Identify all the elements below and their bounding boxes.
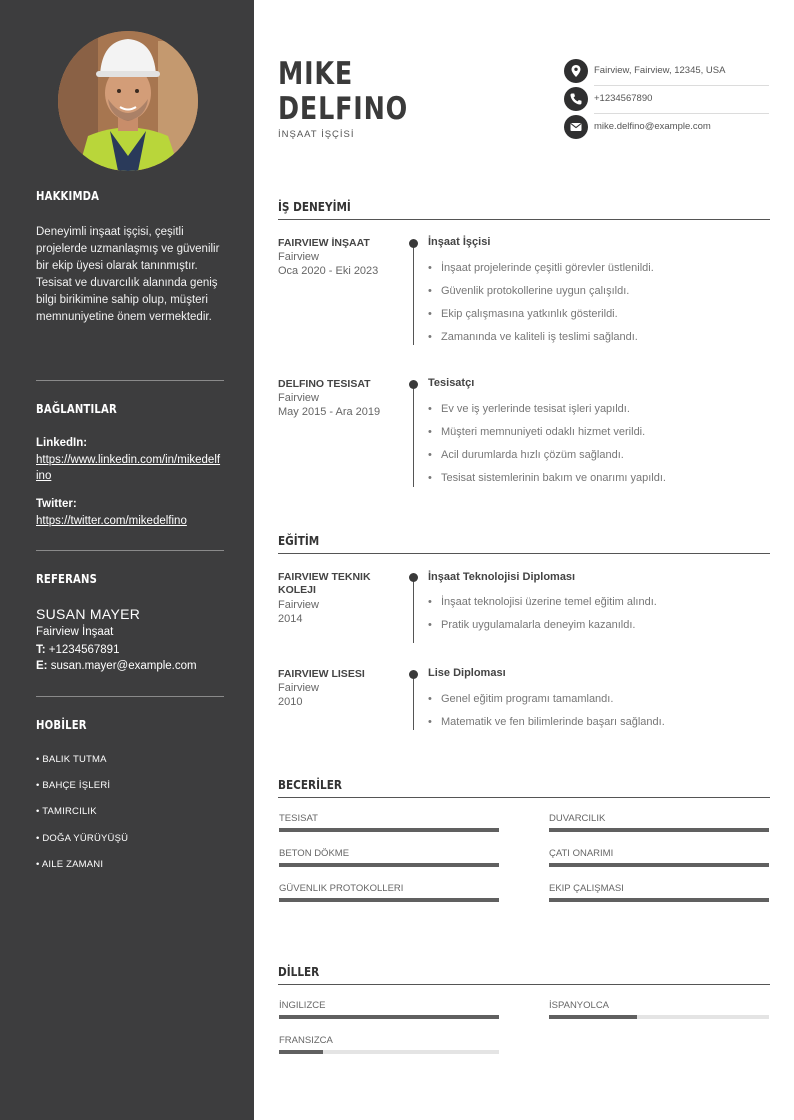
about-heading: HAKKIMDA bbox=[36, 189, 100, 203]
section-divider bbox=[278, 553, 770, 554]
experience-bullet: • İnşaat projelerinde çeşitli görevler üstlenildi. bbox=[428, 262, 654, 274]
divider bbox=[594, 113, 769, 114]
skill-bar bbox=[279, 828, 499, 832]
skill-label: DUVARCILIK bbox=[549, 813, 606, 824]
last-name: DELFINO bbox=[278, 91, 409, 127]
language-bar bbox=[279, 1050, 499, 1054]
reference-company: Fairview İnşaat bbox=[36, 626, 114, 638]
skill-bar bbox=[549, 863, 769, 867]
skill-bar-fill bbox=[549, 898, 769, 902]
job-title: İNŞAAT İŞÇİSİ bbox=[278, 129, 355, 140]
skill-bar bbox=[279, 898, 499, 902]
hobby-item: • AILE ZAMANI bbox=[36, 859, 104, 870]
hobby-item: • DOĞA YÜRÜYÜŞÜ bbox=[36, 833, 129, 844]
section-divider bbox=[278, 219, 770, 220]
reference-email: E: susan.mayer@example.com bbox=[36, 660, 197, 672]
skill-label: EKIP ÇALIŞMASI bbox=[549, 883, 624, 894]
education-heading: EĞİTİM bbox=[278, 533, 320, 548]
experience-location: Fairview bbox=[278, 392, 319, 404]
first-name: MIKE bbox=[278, 56, 354, 92]
languages-heading: DİLLER bbox=[278, 964, 320, 979]
skill-bar bbox=[549, 828, 769, 832]
language-bar-fill bbox=[549, 1015, 637, 1019]
experience-dates: May 2015 - Ara 2019 bbox=[278, 406, 381, 418]
experience-bullet: • Müşteri memnuniyeti odaklı hizmet verildi. bbox=[428, 426, 645, 438]
contact-address bbox=[564, 59, 769, 83]
education-degree: İnşaat Teknolojisi Diploması bbox=[428, 571, 576, 583]
skills-heading: BECERİLER bbox=[278, 777, 342, 792]
location-icon bbox=[564, 59, 588, 83]
experience-org: FAIRVIEW İNŞAAT bbox=[278, 237, 370, 249]
language-label: FRANSIZCA bbox=[279, 1035, 333, 1046]
about-text: Deneyimli inşaat işçisi, çeşitli projelerde uzmanlaşmış ve güvenilir bir ekip üyesi olarak tanınmıştır. Tesisat ve duvarcılık alanında geniş bilgi birikimine sahip olup, müşteri memnuniyetine önem vermektedir. bbox=[36, 226, 220, 323]
experience-location: Fairview bbox=[278, 251, 319, 263]
experience-bullet: • Zamanında ve kaliteli iş teslimi sağlandı. bbox=[428, 331, 638, 343]
section-divider bbox=[278, 984, 770, 985]
links-heading: BAĞLANTILAR bbox=[36, 402, 117, 416]
timeline-dot bbox=[409, 380, 418, 389]
skill-label: GÜVENLIK PROTOKOLLERI bbox=[279, 883, 404, 894]
experience-bullet: • Acil durumlarda hızlı çözüm sağlandı. bbox=[428, 449, 624, 461]
twitter-label: Twitter: bbox=[36, 498, 77, 510]
timeline-dot bbox=[409, 670, 418, 679]
language-bar bbox=[279, 1015, 499, 1019]
contact-phone bbox=[564, 87, 769, 111]
experience-bullet: • Ev ve iş yerlerinde tesisat işleri yapıldı. bbox=[428, 403, 630, 415]
education-bullet: • Matematik ve fen bilimlerinde başarı sağlandı. bbox=[428, 716, 665, 728]
education-bullet: • Pratik uygulamalarla deneyim kazanıldı. bbox=[428, 619, 635, 631]
email-icon bbox=[564, 115, 588, 139]
address-text: Fairview, Fairview, 12345, USA bbox=[594, 65, 726, 76]
skill-label: ÇATI ONARIMI bbox=[549, 848, 614, 859]
experience-org: DELFINO TESISAT bbox=[278, 378, 371, 390]
education-degree: Lise Diploması bbox=[428, 667, 506, 679]
twitter-link[interactable]: https://twitter.com/mikedelfino bbox=[36, 515, 187, 527]
experience-bullet: • Tesisat sistemlerinin bakım ve onarımı yapıldı. bbox=[428, 472, 666, 484]
phone-text[interactable]: +1234567890 bbox=[594, 93, 653, 104]
skill-label: BETON DÖKME bbox=[279, 848, 350, 859]
experience-role: Tesisatçı bbox=[428, 377, 475, 389]
education-location: Fairview bbox=[278, 599, 319, 611]
section-divider bbox=[278, 797, 770, 798]
hobby-item: • BALIK TUTMA bbox=[36, 754, 107, 765]
skill-bar-fill bbox=[279, 828, 499, 832]
education-bullet: • Genel eğitim programı tamamlandı. bbox=[428, 693, 613, 705]
language-bar-fill bbox=[279, 1015, 499, 1019]
language-label: İNGILIZCE bbox=[279, 1000, 326, 1011]
divider bbox=[594, 85, 769, 86]
language-bar-fill bbox=[279, 1050, 323, 1054]
divider bbox=[36, 550, 224, 551]
skill-bar bbox=[549, 898, 769, 902]
skill-bar bbox=[279, 863, 499, 867]
reference-heading: REFERANS bbox=[36, 572, 98, 586]
experience-role: İnşaat İşçisi bbox=[428, 236, 491, 248]
timeline-line bbox=[413, 673, 414, 730]
timeline-dot bbox=[409, 573, 418, 582]
linkedin-label: LinkedIn: bbox=[36, 437, 88, 449]
hobby-item: • TAMIRCILIK bbox=[36, 806, 97, 817]
contact-email bbox=[564, 115, 769, 139]
education-org: FAIRVIEW LISESI bbox=[278, 668, 365, 680]
experience-heading: İŞ DENEYİMİ bbox=[278, 199, 351, 214]
experience-bullet: • Güvenlik protokollerine uygun çalışıldı. bbox=[428, 285, 629, 297]
skill-bar-fill bbox=[549, 828, 769, 832]
skill-bar-fill bbox=[279, 863, 499, 867]
education-location: Fairview bbox=[278, 682, 319, 694]
skill-bar-fill bbox=[549, 863, 769, 867]
reference-phone: T: +1234567891 bbox=[36, 644, 120, 656]
experience-bullet: • Ekip çalışmasına yatkınlık gösterildi. bbox=[428, 308, 618, 320]
sidebar bbox=[0, 0, 254, 1120]
timeline-line bbox=[413, 383, 414, 487]
hobbies-heading: HOBİLER bbox=[36, 718, 87, 732]
skill-label: TESISAT bbox=[279, 813, 318, 824]
language-bar bbox=[549, 1015, 769, 1019]
hobby-item: • BAHÇE İŞLERİ bbox=[36, 780, 111, 791]
language-label: İSPANYOLCA bbox=[549, 1000, 610, 1011]
timeline-line bbox=[413, 242, 414, 345]
education-dates: 2010 bbox=[278, 696, 303, 708]
education-dates: 2014 bbox=[278, 613, 303, 625]
timeline-line bbox=[413, 576, 414, 643]
education-bullet: • İnşaat teknolojisi üzerine temel eğitim alındı. bbox=[428, 596, 657, 608]
phone-icon bbox=[564, 87, 588, 111]
email-text[interactable]: mike.delfino@example.com bbox=[594, 121, 711, 132]
timeline-dot bbox=[409, 239, 418, 248]
experience-dates: Oca 2020 - Eki 2023 bbox=[278, 265, 379, 277]
skill-bar-fill bbox=[279, 898, 499, 902]
linkedin-link[interactable]: https://www.linkedin.com/in/mikedelfino bbox=[36, 454, 221, 482]
reference-name: SUSAN MAYER bbox=[36, 606, 141, 622]
divider bbox=[36, 696, 224, 697]
profile-photo bbox=[58, 31, 198, 171]
divider bbox=[36, 380, 224, 381]
education-org: FAIRVIEW TEKNIK KOLEJI bbox=[278, 571, 371, 596]
